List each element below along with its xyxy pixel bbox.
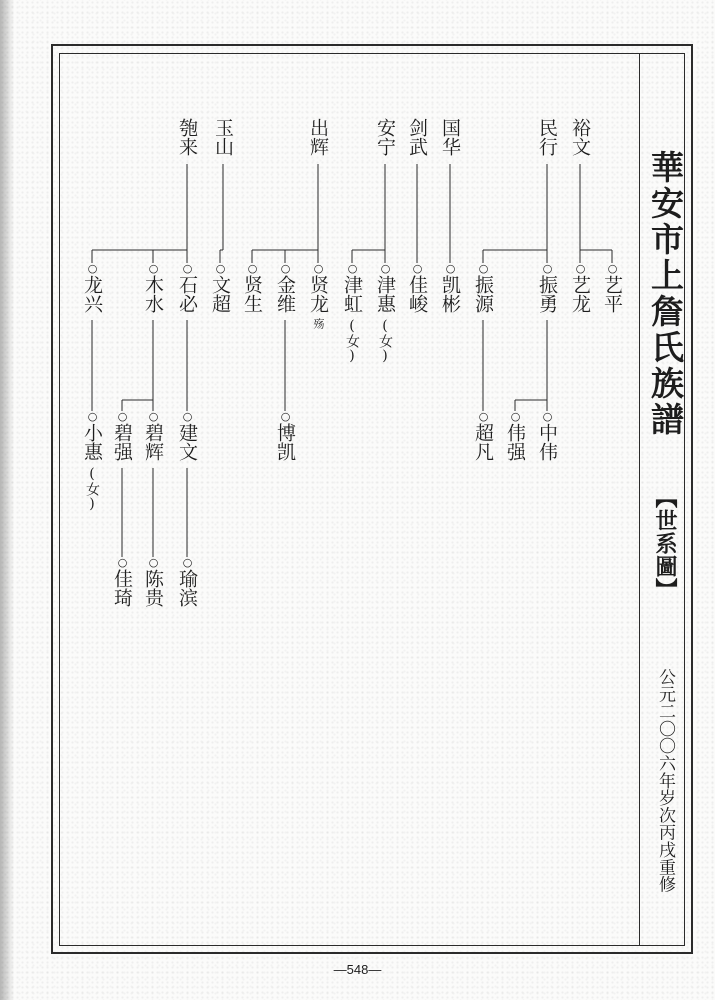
person-name: 津虹 — [341, 275, 363, 313]
person-paolai — [177, 118, 197, 156]
generation-marker-icon: ○ — [541, 410, 554, 423]
person-zhenyong — [537, 262, 557, 313]
person-kaibin — [440, 262, 460, 313]
person-name: 碧辉 — [142, 423, 164, 461]
person-bokai — [275, 410, 295, 461]
generation-marker-icon: ○ — [574, 262, 587, 275]
person-name: 剑武 — [406, 118, 428, 156]
person-weiqiang — [505, 410, 525, 461]
generation-marker-icon: ○ — [279, 262, 292, 275]
person-yiping — [602, 262, 622, 313]
person-jinhui — [375, 262, 395, 313]
generation-marker-icon: ○ — [147, 556, 160, 569]
person-chaofan — [473, 410, 493, 461]
generation-marker-icon: ○ — [86, 410, 99, 423]
person-name: 佳峻 — [406, 275, 428, 313]
person-note: (女) — [84, 466, 100, 512]
page-number: —548— — [333, 962, 382, 977]
person-name: 国华 — [439, 118, 461, 156]
person-jianwen — [177, 410, 197, 461]
person-xiaohui — [82, 410, 102, 461]
person-name: 振源 — [472, 275, 494, 313]
person-jinhong — [342, 262, 362, 313]
person-shibi — [177, 262, 197, 313]
person-name: 佳琦 — [111, 569, 133, 607]
person-name: 文超 — [209, 275, 231, 313]
person-mushui — [143, 262, 163, 313]
generation-marker-icon: ○ — [279, 410, 292, 423]
generation-marker-icon: ○ — [477, 410, 490, 423]
person-minxing — [537, 118, 557, 156]
generation-marker-icon: ○ — [181, 556, 194, 569]
person-biqiang — [112, 410, 132, 461]
person-name: 伟强 — [504, 423, 526, 461]
person-name: 博凯 — [274, 423, 296, 461]
person-name: 陈贵 — [142, 569, 164, 607]
generation-marker-icon: ○ — [444, 262, 457, 275]
person-chuhui — [308, 118, 328, 156]
person-xiansheng — [242, 262, 262, 313]
generation-marker-icon: ○ — [181, 262, 194, 275]
person-bihui — [143, 410, 163, 461]
generation-marker-icon: ○ — [181, 410, 194, 423]
generation-marker-icon: ○ — [116, 410, 129, 423]
person-jiaqi — [112, 556, 132, 607]
person-name: 贤龙 — [307, 275, 329, 313]
person-jinwei — [275, 262, 295, 313]
person-name: 超凡 — [472, 423, 494, 461]
generation-marker-icon: ○ — [509, 410, 522, 423]
person-name: 艺龙 — [569, 275, 591, 313]
section-title: 【世系圖】 — [652, 486, 678, 601]
person-chengui — [143, 556, 163, 607]
person-name: 民行 — [536, 118, 558, 156]
person-yuwen — [570, 118, 590, 156]
person-anning — [375, 118, 395, 156]
person-name: 木水 — [142, 275, 164, 313]
generation-marker-icon: ○ — [86, 262, 99, 275]
person-name: 艺平 — [601, 275, 623, 313]
person-name: 振勇 — [536, 275, 558, 313]
person-name: 龙兴 — [81, 275, 103, 313]
person-note: (女) — [344, 318, 360, 364]
person-name: 津惠 — [374, 275, 396, 313]
person-longxing — [82, 262, 102, 313]
person-yushan — [213, 118, 233, 156]
generation-marker-icon: ○ — [312, 262, 325, 275]
generation-marker-icon: ○ — [246, 262, 259, 275]
person-name: 贤生 — [241, 275, 263, 313]
person-name: 建文 — [176, 423, 198, 461]
person-name: 石必 — [176, 275, 198, 313]
person-name: 出辉 — [307, 118, 329, 156]
book-title: 華安市上詹氏族譜 — [646, 150, 685, 438]
person-name: 碧强 — [111, 423, 133, 461]
edition-note: 公元二〇〇六年岁次丙戌重修 — [655, 668, 675, 893]
person-name: 裕文 — [569, 118, 591, 156]
person-name: 金维 — [274, 275, 296, 313]
person-xianlong — [308, 262, 328, 313]
person-name: 小惠 — [81, 423, 103, 461]
person-name: 凯彬 — [439, 275, 461, 313]
person-yubin — [177, 556, 197, 607]
person-zhenyuan — [473, 262, 493, 313]
person-name: 玉山 — [212, 118, 234, 156]
generation-marker-icon: ○ — [606, 262, 619, 275]
person-note: (女) — [377, 318, 393, 364]
person-name: 瑜滨 — [176, 569, 198, 607]
generation-marker-icon: ○ — [346, 262, 359, 275]
generation-marker-icon: ○ — [147, 410, 160, 423]
person-name: 安宁 — [374, 118, 396, 156]
person-wenchao — [210, 262, 230, 313]
generation-marker-icon: ○ — [214, 262, 227, 275]
person-guohua — [440, 118, 460, 156]
person-name: 匏来 — [176, 118, 198, 156]
person-yilong — [570, 262, 590, 313]
person-jianwu — [407, 118, 427, 156]
person-zhongwei — [537, 410, 557, 461]
person-jiajun — [407, 262, 427, 313]
generation-marker-icon: ○ — [116, 556, 129, 569]
generation-marker-icon: ○ — [477, 262, 490, 275]
generation-marker-icon: ○ — [147, 262, 160, 275]
person-note: 殇 — [312, 318, 325, 329]
generation-marker-icon: ○ — [379, 262, 392, 275]
generation-marker-icon: ○ — [411, 262, 424, 275]
person-name: 中伟 — [536, 423, 558, 461]
generation-marker-icon: ○ — [541, 262, 554, 275]
